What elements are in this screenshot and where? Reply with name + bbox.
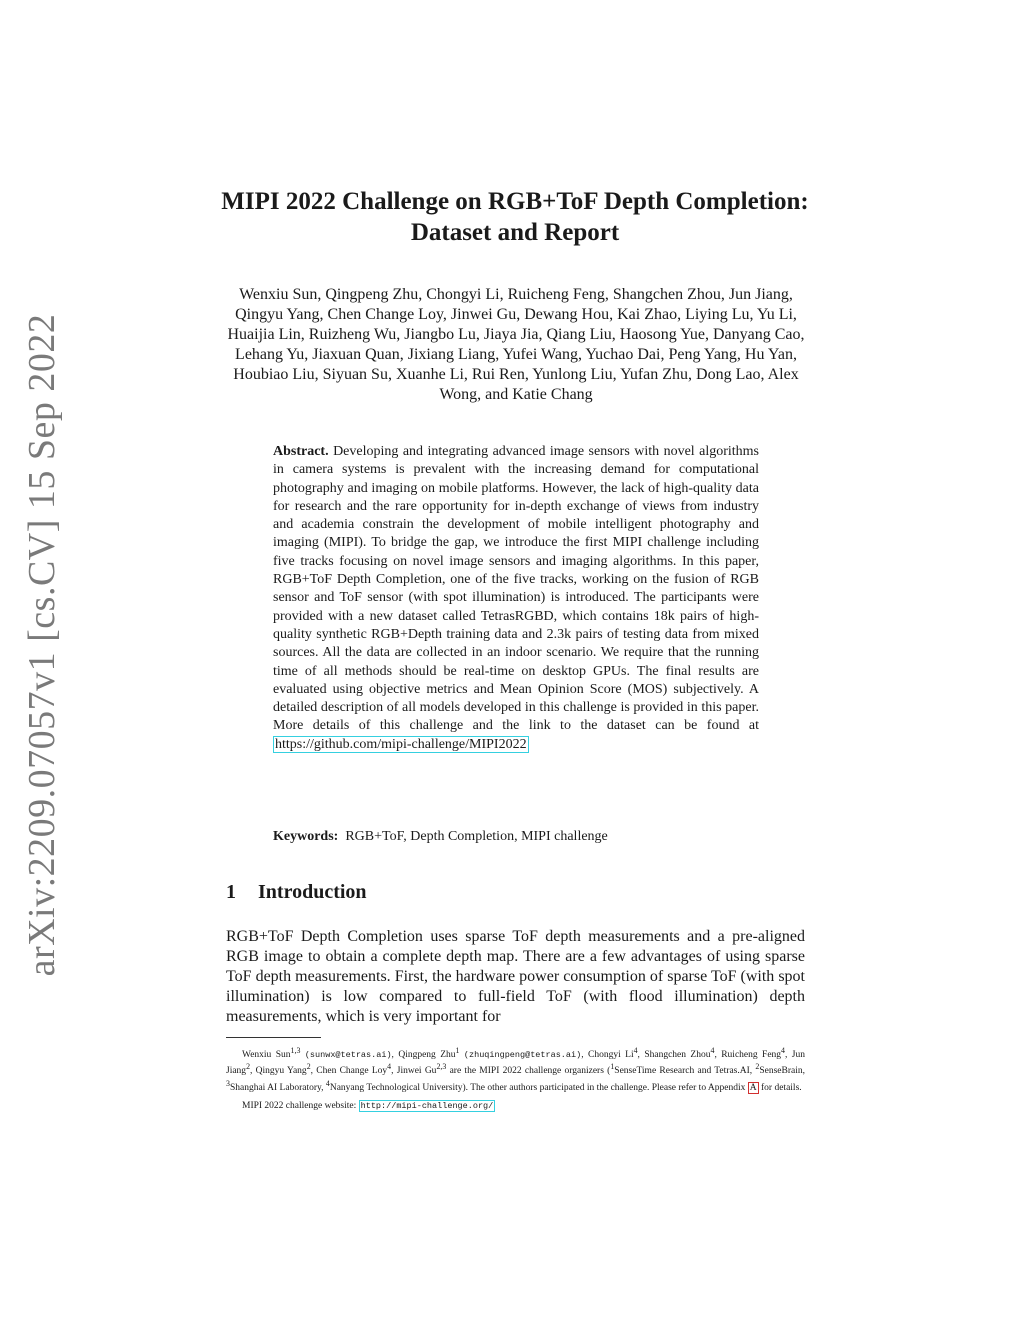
arxiv-identifier-stamp: arXiv:2209.07057v1 [cs.CV] 15 Sep 2022 <box>21 313 63 977</box>
email-zhuqingpeng: (zhuqingpeng@tetras.ai) <box>463 1050 582 1061</box>
website-label: MIPI 2022 challenge website: <box>242 1101 357 1111</box>
email-sunwx: (sunwx@tetras.ai) <box>304 1050 392 1061</box>
challenge-website-link[interactable]: http://mipi-challenge.org/ <box>360 1101 494 1111</box>
section-title: Introduction <box>258 881 367 903</box>
dataset-link[interactable]: https://github.com/mipi-challenge/MIPI2022 <box>275 736 527 752</box>
footnote-organizers: Wenxiu Sun$^{1,3}$ (sunwx@tetras.ai), Qingpeng Zhu$^1$ (zhuqingpeng@tetras.ai), Chongyi Li$^4$, Shangchen Zhou$^4$, Ruicheng Feng$^4$, Jun Jiang$^2$, Qingyu Yang$^2$, Chen Change Loy$^4$, Jinwei Gu$^{2,3}$ are the MIPI 2022 challenge organizers ($^1$SenseTime Research and Tetras.AI, $^2$SenseBrain, $^3$Shanghai AI Laboratory, $^4$Nanyang Technological University). The other authors participated in the challenge. Please refer to Appendix A for details. <box>226 1046 805 1093</box>
section-heading-introduction <box>226 881 367 904</box>
section-number: 1 <box>226 881 236 903</box>
keywords-text: RGB+ToF, Depth Completion, MIPI challenge <box>345 829 608 844</box>
abstract-text: Developing and integrating advanced image sensors with novel algorithms in camera systems is prevalent with the increasing demand for computational photography and imaging on mobile platforms. However, the lack of high-quality data for research and the rare opportunity for in-depth exchange of views from industry and academia constrain the development of mobile intelligent photography and imaging (MIPI). To bridge the gap, we introduce the first MIPI challenge including five tracks focusing on novel image sensors and imaging algorithms. In this paper, RGB+ToF Depth Completion, one of the five tracks, working on the fusion of RGB sensor and ToF sensor (with spot illumination) is introduced. The participants were provided with a new dataset called TetrasRGBD, which contains 18k pairs of high-quality synthetic RGB+Depth training data and 2.3k pairs of testing data from mixed sources. All the data are collected in an indoor scenario. We require that the running time of all methods should be real-time on desktop GPUs. The final results are evaluated using objective metrics and Mean Opinion Score (MOS) subjectively. A detailed description of all models developed in this challenge is provided in this paper. More details of this challenge and the link to the dataset can be found at <box>273 444 759 734</box>
keywords <box>273 828 759 846</box>
abstract-label: Abstract. <box>273 444 329 459</box>
introduction-paragraph: RGB+ToF Depth Completion uses sparse ToF depth measurements and a pre-aligned RGB image to obtain a complete depth map. There are a few advantages of using sparse ToF depth measurements. First, the hardware power consumption of sparse ToF (with spot illumination) is low compared to full-field ToF (with flood illumination) depth measurements, which is very important for <box>226 928 805 1025</box>
keywords-label: Keywords: <box>273 829 339 844</box>
paper-title: MIPI 2022 Challenge on RGB+ToF Depth Completion: Dataset and Report <box>221 188 809 246</box>
footnote-divider <box>226 1037 321 1038</box>
author-list: Wenxiu Sun, Qingpeng Zhu, Chongyi Li, Ruicheng Feng, Shangchen Zhou, Jun Jiang, Qingyu Yang, Chen Change Loy, Jinwei Gu, Dewang Hou, Kai Zhao, Liying Lu, Yu Li, Huaijia Lin, Ruizheng Wu, Jiangbo Lu, Jiaya Jia, Qiang Liu, Haosong Yue, Danyang Cao, Lehang Yu, Jiaxuan Quan, Jixiang Liang, Yufei Wang, Yuchao Dai, Peng Yang, Hu Yan, Houbiao Liu, Siyuan Su, Xuanhe Li, Rui Ren, Yunlong Liu, Yufan Zhu, Dong Lao, Alex Wong, and Katie Chang <box>227 286 805 403</box>
footnote-website <box>226 1101 805 1112</box>
appendix-reference-link[interactable]: A <box>749 1082 757 1093</box>
abstract <box>273 443 759 754</box>
